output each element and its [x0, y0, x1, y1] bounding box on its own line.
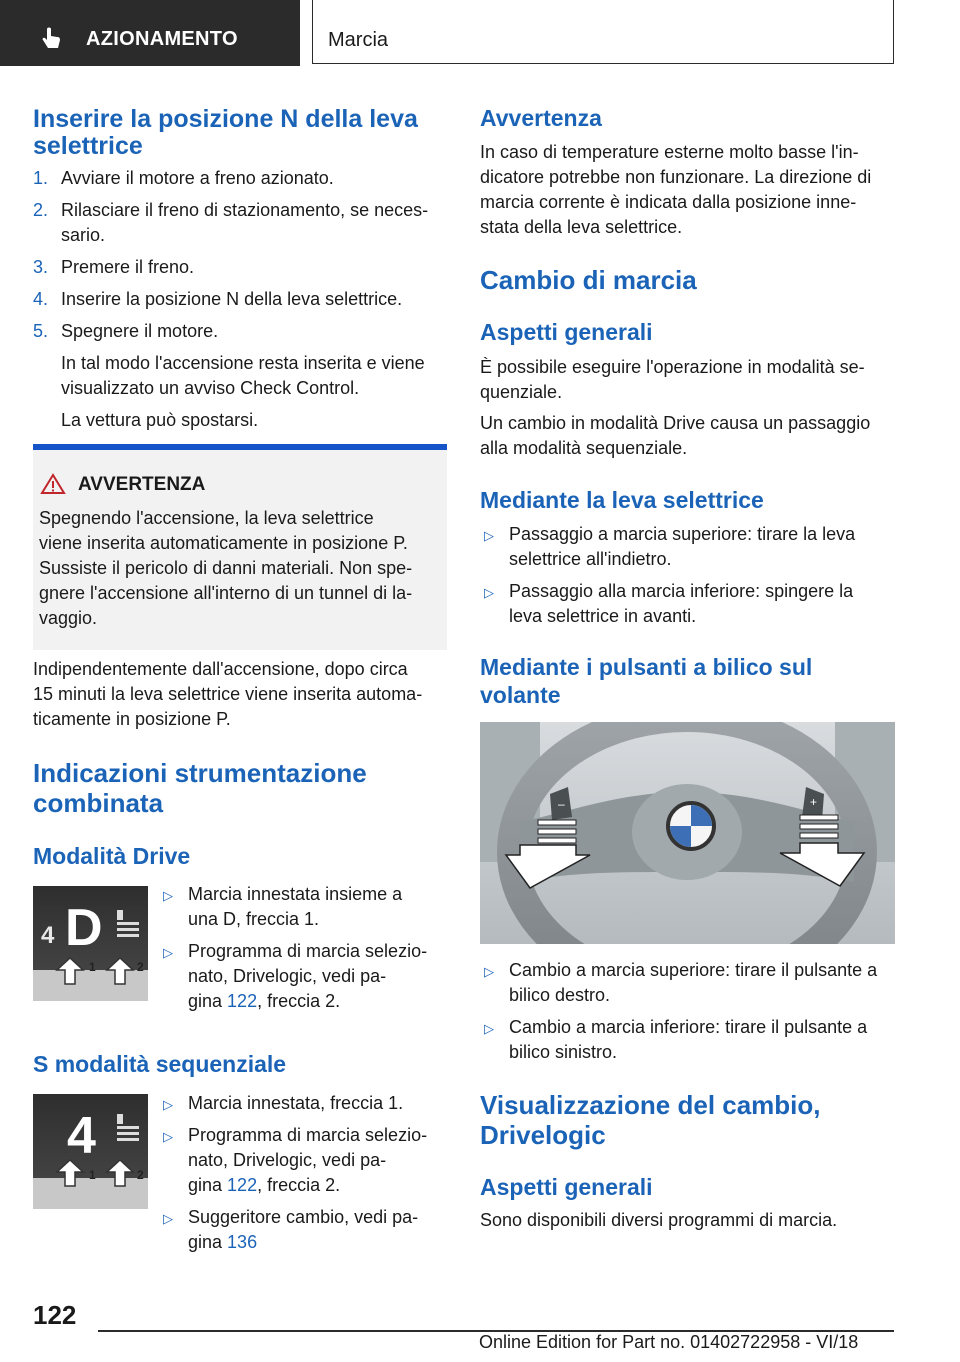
gear-number: 4	[67, 1107, 96, 1165]
chapter-tab	[312, 0, 894, 64]
chapter-title: Marcia	[328, 29, 389, 51]
heading-indicazioni: Indicazioni strumentazione	[33, 758, 367, 788]
gear-number: 4	[41, 922, 55, 949]
step-text-cont: sario.	[61, 225, 106, 245]
bullet-icon: ▷	[484, 528, 494, 543]
bullet-icon: ▷	[163, 945, 173, 960]
heading-avvertenza: Avvertenza	[480, 105, 602, 131]
arrow-2-icon	[105, 1158, 135, 1188]
bullet-text: Suggeritore cambio, vedi pa-	[188, 1207, 419, 1227]
steering-wheel-illustration	[480, 722, 895, 944]
touch-hand-icon	[38, 26, 64, 52]
warning-text: gnere l'accensione all'interno di un tunnel di la-	[39, 583, 413, 603]
bullet-text: nato, Drivelogic, vedi pa-	[188, 1150, 387, 1170]
text: gina	[188, 1232, 228, 1252]
bullet-text: nato, Drivelogic, vedi pa-	[188, 966, 387, 986]
bullet-text: selettrice all'indietro.	[509, 549, 672, 569]
arrow-1-label: 1	[89, 960, 96, 974]
bullet-text: bilico destro.	[509, 985, 611, 1005]
drive-mode-display	[33, 886, 148, 1001]
step-text: Spegnere il motore.	[61, 321, 219, 341]
arrow-1-icon	[55, 956, 85, 986]
paddle-minus-label: –	[558, 797, 565, 811]
step-number: 2.	[33, 200, 49, 220]
text: , freccia 2.	[257, 1175, 341, 1195]
step-note: La vettura può spostarsi.	[61, 410, 259, 430]
bullet-icon: ▷	[484, 1021, 494, 1036]
heading-visualizzazione-2: Drivelogic	[480, 1120, 606, 1150]
sequential-mode-display	[33, 1094, 148, 1209]
warning-triangle-icon	[40, 473, 66, 495]
heading-leva: Mediante la leva selettrice	[480, 487, 764, 513]
bullet-text: bilico sinistro.	[509, 1042, 618, 1062]
bullet-icon: ▷	[484, 585, 494, 600]
bullet-text	[188, 1230, 257, 1255]
paragraph: ticamente in posizione P.	[33, 709, 231, 729]
arrow-2-icon	[105, 956, 135, 986]
heading-inserire-2: selettrice	[33, 132, 143, 160]
warning-text: Sussiste il pericolo di danni materiali. Non spe-	[39, 558, 413, 578]
warning-text: viene inserita automaticamente in posizione P.	[39, 533, 408, 553]
bullet-text: Marcia innestata insieme a	[188, 884, 403, 904]
steering-wheel-image	[480, 722, 895, 944]
bullet-text: una D, freccia 1.	[188, 909, 320, 929]
heading-sequenziale: S modalità sequenziale	[33, 1051, 287, 1077]
paragraph: marcia corrente è indicata dalla posizione inne-	[480, 192, 857, 212]
heading-pulsanti: Mediante i pulsanti a bilico sul	[480, 654, 813, 680]
bullet-text: Cambio a marcia inferiore: tirare il pulsante a	[509, 1017, 868, 1037]
gear-letter: D	[65, 899, 103, 957]
step-text: Premere il freno.	[61, 257, 195, 277]
step-number: 5.	[33, 321, 49, 341]
paragraph: Indipendentemente dall'accensione, dopo circa	[33, 659, 408, 679]
program-indicator-icon	[115, 1112, 141, 1142]
bullet-icon: ▷	[163, 1097, 173, 1112]
program-indicator-icon	[115, 908, 141, 938]
paragraph: 15 minuti la leva selettrice viene inserita automa-	[33, 684, 423, 704]
page-link[interactable]: 122	[227, 1175, 258, 1195]
text: , freccia 2.	[257, 991, 341, 1011]
step-text: Rilasciare il freno di stazionamento, se neces-	[61, 200, 429, 220]
heading-aspetti-2: Aspetti generali	[480, 1174, 653, 1200]
bullet-text	[188, 989, 340, 1014]
heading-aspetti: Aspetti generali	[480, 319, 653, 345]
bullet-text: Cambio a marcia superiore: tirare il pulsante a	[509, 960, 878, 980]
step-note: visualizzato un avviso Check Control.	[61, 378, 360, 398]
step-number: 4.	[33, 289, 49, 309]
paragraph: stata della leva selettrice.	[480, 217, 683, 237]
heading-pulsanti-2: volante	[480, 682, 561, 708]
heading-indicazioni-2: combinata	[33, 788, 164, 818]
page-number: 122	[33, 1300, 77, 1330]
warning-text: Spegnendo l'accensione, la leva selettrice	[39, 508, 374, 528]
step-text: Inserire la posizione N della leva selettrice.	[61, 289, 403, 309]
bullet-text: Programma di marcia selezio-	[188, 1125, 428, 1145]
arrow-2-label: 2	[137, 1168, 144, 1182]
step-number: 3.	[33, 257, 49, 277]
bullet-text: Passaggio a marcia superiore: tirare la leva	[509, 524, 856, 544]
paragraph: In caso di temperature esterne molto basse l'in-	[480, 142, 859, 162]
step-text: Avviare il motore a freno azionato.	[61, 168, 334, 188]
step-note: In tal modo l'accensione resta inserita e viene	[61, 353, 425, 373]
text: gina	[188, 991, 228, 1011]
bullet-icon: ▷	[484, 964, 494, 979]
heading-inserire: Inserire la posizione N della leva	[33, 105, 418, 133]
bullet-text: leva selettrice in avanti.	[509, 606, 697, 626]
bullet-icon: ▷	[163, 888, 173, 903]
bullet-icon: ▷	[163, 1211, 173, 1226]
paddle-plus-label: +	[810, 795, 818, 809]
page-link[interactable]: 136	[227, 1232, 258, 1252]
section-title: AZIONAMENTO	[86, 28, 238, 50]
heading-visualizzazione: Visualizzazione del cambio,	[480, 1090, 821, 1120]
heading-cambio: Cambio di marcia	[480, 265, 697, 295]
text: gina	[188, 1175, 228, 1195]
arrow-1-icon	[55, 1158, 85, 1188]
bullet-text: Programma di marcia selezio-	[188, 941, 428, 961]
bullet-text: Marcia innestata, freccia 1.	[188, 1093, 404, 1113]
bullet-icon: ▷	[163, 1129, 173, 1144]
paragraph: quenziale.	[480, 382, 563, 402]
heading-drive: Modalità Drive	[33, 843, 191, 869]
page-link[interactable]: 122	[227, 991, 258, 1011]
arrow-2-label: 2	[137, 960, 144, 974]
paragraph: Sono disponibili diversi programmi di marcia.	[480, 1210, 838, 1230]
arrow-1-label: 1	[89, 1168, 96, 1182]
paragraph: alla modalità sequenziale.	[480, 438, 688, 458]
section-tab	[0, 0, 300, 66]
bullet-text: Passaggio alla marcia inferiore: spingere la	[509, 581, 854, 601]
bullet-text	[188, 1173, 340, 1198]
warning-text: vaggio.	[39, 608, 98, 628]
warning-title: AVVERTENZA	[78, 474, 206, 495]
paragraph: Un cambio in modalità Drive causa un passaggio	[480, 413, 871, 433]
paragraph: dicatore potrebbe non funzionare. La direzione di	[480, 167, 872, 187]
paragraph: È possibile eseguire l'operazione in modalità se-	[480, 357, 865, 377]
step-number: 1.	[33, 168, 49, 188]
footer-edition: Online Edition for Part no. 01402722958 - VI/18	[479, 1332, 859, 1352]
